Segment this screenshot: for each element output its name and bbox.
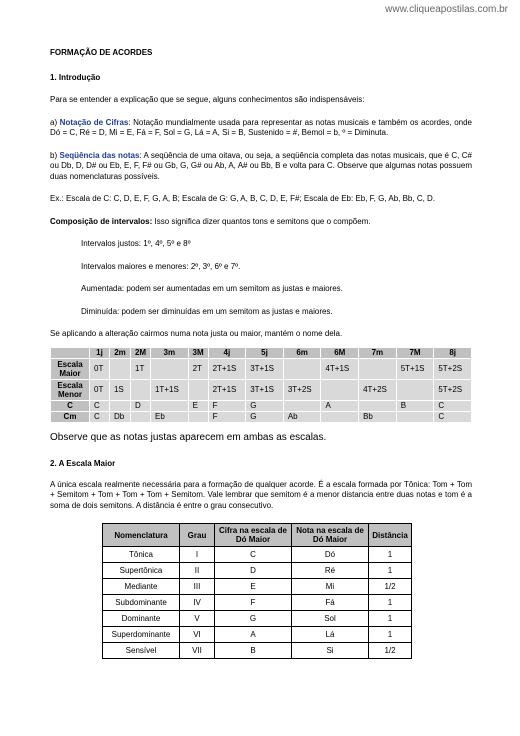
row-header: C: [51, 400, 90, 411]
table-cell: V: [180, 611, 215, 627]
table-cell: 3T+1S: [246, 358, 284, 379]
table-cell: 0T: [90, 358, 110, 379]
table-cell: 1S: [109, 379, 130, 400]
table-row: [103, 611, 412, 627]
table-cell: C: [90, 411, 110, 422]
table-cell: 3T+2S: [283, 379, 321, 400]
table-cell: F: [208, 411, 246, 422]
table-cell: Supertônica: [103, 563, 180, 579]
table-cell: 3T+1S: [246, 379, 284, 400]
major-header-cell: Grau: [180, 524, 215, 547]
table-cell: [150, 400, 188, 411]
table-cell: 0T: [90, 379, 110, 400]
table-cell: VI: [180, 627, 215, 643]
table-cell: F: [208, 400, 246, 411]
interval-row-minor: [51, 379, 472, 400]
table-cell: Fá: [292, 595, 369, 611]
row-header: Escala Maior: [51, 358, 90, 379]
table-cell: [321, 379, 359, 400]
section-2-paragraph: A única escala realmente necessária para a formação de qualquer acorde. É a escala formada por Tônica: Tom + Tom + Semitom + Tom + Tom + Tom + Semitom. Vale lembrar que semitom é a menor distancia entre duas notas e tom é a soma de dois semitons. A distância é entre o grau consecutivo.: [50, 479, 472, 510]
paragraph-a-text: : Notação mundialmente usada para representar as notas musicais e também os acordes, onde Dó = C, Ré = D, Mi = E, Fá = F, Sol = G, Lá = A, Si = B, Sustenido = #, Bemol = b, º = Diminuta.: [50, 117, 472, 137]
table-row: [103, 643, 412, 659]
table-cell: D: [215, 563, 292, 579]
paragraph-b-prefix: b): [50, 150, 60, 160]
table-cell: Tônica: [103, 547, 180, 563]
example-paragraph: Ex.: Escala de C: C, D, E, F, G, A, B; Escala de G: G, A, B, C, D, E, F#; Escala de Eb: Eb, F, G, Ab, Bb, C, D.: [50, 194, 436, 203]
table-cell: Lá: [292, 627, 369, 643]
observe-paragraph: Observe que as notas justas aparecem em ambas as escalas.: [50, 431, 327, 443]
table-cell: Bb: [359, 411, 397, 422]
paragraph-b-term: Seqüência das notas: [59, 150, 140, 160]
table-cell: E: [215, 579, 292, 595]
table-cell: 4T+2S: [359, 379, 397, 400]
table-cell: II: [180, 563, 215, 579]
table-cell: A: [215, 627, 292, 643]
table-cell: 4T+1S: [321, 358, 359, 379]
site-url[interactable]: www.cliqueapostilas.com.br: [385, 4, 508, 15]
table-cell: [359, 358, 397, 379]
table-cell: 1T+1S: [150, 379, 188, 400]
table-cell: Eb: [150, 411, 188, 422]
major-scale-table: [102, 523, 412, 659]
table-cell: Superdominante: [103, 627, 180, 643]
table-cell: 5T+2S: [434, 379, 472, 400]
table-cell: [396, 411, 434, 422]
table-cell: 1T: [131, 358, 151, 379]
table-cell: [283, 400, 321, 411]
table-cell: Db: [109, 411, 130, 422]
composition-term: Composição de intervalos:: [50, 216, 153, 226]
section-1-heading: 1. Introdução: [50, 72, 101, 82]
interval-header-cell: 1j: [90, 347, 110, 358]
table-cell: [321, 411, 359, 422]
major-header-cell: Cifra na escala de Dó Maior: [215, 524, 292, 547]
interval-header-cell: 5j: [246, 347, 284, 358]
interval-header-cell: 8j: [434, 347, 472, 358]
row-header: Escala Menor: [51, 379, 90, 400]
table-cell: [396, 379, 434, 400]
table-cell: Dominante: [103, 611, 180, 627]
table-cell: [188, 379, 208, 400]
interval-line-3: Aumentada: podem ser aumentadas em um semitom as justas e maiores.: [81, 284, 343, 293]
section-2-heading: 2. A Escala Maior: [50, 459, 116, 468]
table-cell: 1: [369, 611, 412, 627]
table-cell: 1: [369, 563, 412, 579]
interval-line-4: Diminuída: podem ser diminuídas em um semitom as justas e maiores.: [81, 306, 333, 316]
interval-row-cm: [51, 411, 472, 422]
interval-table: [50, 347, 472, 423]
table-cell: 1/2: [369, 579, 412, 595]
interval-header-cell: [51, 347, 90, 358]
interval-header-cell: 7M: [396, 347, 434, 358]
table-cell: 2T+1S: [208, 358, 246, 379]
table-cell: Mi: [292, 579, 369, 595]
paragraph-a-prefix: a): [50, 117, 60, 127]
table-cell: [150, 358, 188, 379]
interval-row-major: [51, 358, 472, 379]
table-cell: [359, 400, 397, 411]
major-header-cell: Nota na escala de Dó Maior: [292, 524, 369, 547]
table-cell: G: [246, 411, 284, 422]
table-row: [103, 547, 412, 563]
table-cell: C: [434, 400, 472, 411]
interval-line-2: Intervalos maiores e menores: 2º, 3º, 6º e 7º.: [81, 261, 241, 271]
table-row: [103, 627, 412, 643]
table-cell: C: [215, 547, 292, 563]
table-cell: E: [188, 400, 208, 411]
table-row: [103, 579, 412, 595]
table-cell: Ré: [292, 563, 369, 579]
major-header-cell: Distância: [369, 524, 412, 547]
composition-text: Isso significa dizer quantos tons e semitons que o compõem.: [152, 216, 371, 226]
table-cell: [109, 358, 130, 379]
interval-header-cell: 3M: [188, 347, 208, 358]
table-cell: VII: [180, 643, 215, 659]
paragraph-b: [50, 151, 472, 183]
table-cell: A: [321, 400, 359, 411]
table-cell: 1: [369, 595, 412, 611]
table-cell: IV: [180, 595, 215, 611]
document-body: [50, 48, 472, 659]
table-cell: I: [180, 547, 215, 563]
paragraph-a: [50, 118, 472, 139]
interval-header-cell: 3m: [150, 347, 188, 358]
table-cell: Dó: [292, 547, 369, 563]
interval-header-cell: 4j: [208, 347, 246, 358]
table-cell: [283, 358, 321, 379]
interval-header-cell: 6m: [283, 347, 321, 358]
table-cell: 5T+2S: [434, 358, 472, 379]
table-cell: G: [215, 611, 292, 627]
table-cell: B: [396, 400, 434, 411]
paragraph-b-text: : A seqüência de uma oitava, ou seja, a seqüência completa das notas musicais, que é C, C# ou Db, D, D# ou Eb, E, F, F# ou Gb, G, G# ou Ab, A, A# ou Bb, B e volta para C. Observe que algumas notas possuem duas nomenclaturas possíveis.: [50, 150, 472, 181]
table-cell: Mediante: [103, 579, 180, 595]
table-cell: Sol: [292, 611, 369, 627]
major-header-cell: Nomenclatura: [103, 524, 180, 547]
table-cell: B: [215, 643, 292, 659]
table-cell: Ab: [283, 411, 321, 422]
document-title: FORMAÇÃO DE ACORDES: [50, 48, 153, 57]
table-cell: 5T+1S: [396, 358, 434, 379]
table-row: [103, 563, 412, 579]
table-cell: [109, 400, 130, 411]
table-cell: D: [131, 400, 151, 411]
alteration-paragraph: Se aplicando a alteração cairmos numa nota justa ou maior, mantém o nome dela.: [50, 329, 343, 338]
row-header: Cm: [51, 411, 90, 422]
composition-paragraph: [50, 217, 472, 228]
table-cell: 1: [369, 627, 412, 643]
table-cell: Sensível: [103, 643, 180, 659]
interval-header-cell: 2m: [109, 347, 130, 358]
table-cell: 2T+1S: [208, 379, 246, 400]
table-cell: [131, 379, 151, 400]
interval-header-cell: 2M: [131, 347, 151, 358]
interval-header-cell: 6M: [321, 347, 359, 358]
table-cell: 1: [369, 547, 412, 563]
major-table-header: [103, 524, 412, 547]
interval-row-c: [51, 400, 472, 411]
table-cell: Si: [292, 643, 369, 659]
table-cell: C: [434, 411, 472, 422]
paragraph-a-term: Notação de Cifras: [59, 117, 129, 127]
table-cell: 1/2: [369, 643, 412, 659]
table-cell: F: [215, 595, 292, 611]
table-cell: [188, 411, 208, 422]
table-cell: [131, 411, 151, 422]
intro-paragraph: Para se entender a explicação que se segue, alguns conhecimentos são indispensáveis:: [50, 95, 365, 104]
interval-header-cell: 7m: [359, 347, 397, 358]
table-cell: 2T: [188, 358, 208, 379]
interval-table-header: [51, 347, 472, 358]
table-row: [103, 595, 412, 611]
table-cell: C: [90, 400, 110, 411]
table-cell: G: [246, 400, 284, 411]
interval-line-1: Intervalos justos: 1º, 4º, 5º e 8º: [81, 239, 191, 248]
table-cell: Subdominante: [103, 595, 180, 611]
table-cell: III: [180, 579, 215, 595]
